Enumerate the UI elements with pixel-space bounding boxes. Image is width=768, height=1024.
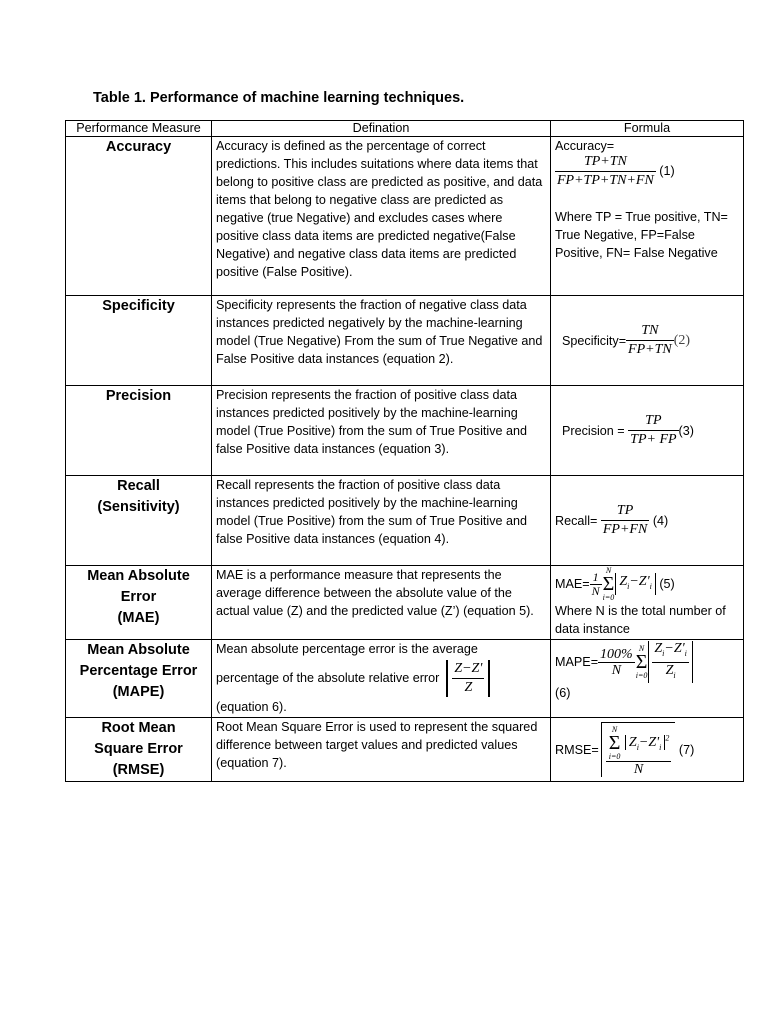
measure-line: Mean Absolute [87,642,190,658]
fraction [652,641,689,684]
measure-precision: Precision [66,386,212,476]
fraction [452,660,484,697]
fraction [606,725,672,777]
term: −Z' [629,573,650,589]
table-row [66,386,744,476]
formula-label: RMSE= [555,742,599,757]
measure-line: (MAE) [117,610,160,626]
equation-number: (6) [555,686,571,700]
term: Z [619,573,628,589]
definition-line: percentage of the absolute relative error [216,671,440,685]
definition-precision: Precision represents the fraction of positive class data instances predicted positively by the machine-learning model (True Positive) from the sum of True Positive and false Positive data instances (equation 3). [212,386,551,476]
formula-note: Where N is the total number of data instance [555,604,726,636]
table-row [66,476,744,566]
formula-recall [551,476,744,566]
formula-label: MAE= [555,577,590,591]
definition-specificity: Specificity represents the fraction of negative class data instances predicted negatively by the machine-learning model (True Negative) From the sum of True Negative and False Positive data instances (equation 2). [212,296,551,386]
formula-rmse [551,718,744,782]
numerator: TP [645,413,662,428]
header-row [66,121,744,137]
performance-table [65,120,744,782]
definition-line: Mean absolute percentage error is the average [216,642,478,656]
denominator: FP+TN [628,342,672,357]
subscript: i [659,743,662,753]
summation [609,725,621,761]
measure-line: (MAPE) [112,684,165,700]
table-row [66,566,744,640]
square-root [601,722,676,777]
equation-number: (5) [659,577,675,591]
header-measure: Performance Measure [66,121,212,137]
header-formula: Formula [551,121,744,137]
definition-mape [212,640,551,718]
measure-line: Percentage Error [79,663,198,679]
formula-accuracy [551,137,744,296]
numerator: 1 [592,569,599,584]
exponent: 2 [665,733,670,743]
measure-mape [66,640,212,718]
definition-mae: MAE is a performance measure that represents the average difference between the absolute value of the actual value (Z) and the predicted value (Z’) (equation 5). [212,566,551,640]
fraction [590,571,602,598]
table-row [66,718,744,782]
fraction [598,647,635,678]
formula-mape [551,640,744,718]
table-row [66,296,744,386]
numerator: Z−Z' [454,660,483,676]
formula-label: Specificity= [562,333,627,348]
equation-number: (2) [673,332,691,348]
absolute-value [446,660,490,697]
subscript: i [662,648,665,658]
denominator: N [598,662,635,678]
measure-line: (Sensitivity) [97,499,180,515]
denominator: N [606,761,672,777]
numerator: TN [641,323,659,338]
denominator: N [591,583,600,598]
denominator: Z [452,678,484,697]
subscript: i [636,743,639,753]
subscript: i [649,581,652,591]
table-row [66,640,744,718]
sum-lower: i=0 [602,593,615,602]
definition-rmse: Root Mean Square Error is used to represent the squared difference between target values and predicted values (equation 7). [212,718,551,782]
fraction [601,502,649,539]
denominator: TP+ FP [630,432,677,447]
denominator [652,662,689,684]
measure-mae [66,566,212,640]
measure-line: Recall [117,478,160,494]
term: Z [654,640,663,656]
denominator: FP+TP+TN+FN [557,173,654,188]
sum-upper: N [638,644,645,653]
subscript: i [684,648,687,658]
sum-lower: i=0 [635,671,648,680]
formula-note: Where TP = True positive, TN= True Negative, FP=False Positive, FN= False Negative [555,210,728,260]
formula-specificity [551,296,744,386]
measure-line: Root Mean [101,720,176,736]
formula-label: Recall= [555,513,598,528]
term: Z [665,662,674,678]
definition-accuracy: Accuracy is defined as the percentage of correct predictions. This includes suitations where data items that belong to positive class are predicted as positive, and data items that belong to negative class are predicted as negative (true Negative) and excludes cases where positive class data items are predicted negative(False Negative) and negative class data items are predicted positive (False Positive). [212,137,551,296]
header-definition: Defination [212,121,551,137]
definition-line: (equation 6). [216,700,287,714]
formula-mae [551,566,744,640]
absolute-value [615,573,656,596]
formula-label: Accuracy= [555,139,615,153]
summation [636,644,648,680]
numerator [652,641,689,662]
formula-label: Precision = [562,423,625,438]
denominator: FP+FN [602,522,648,537]
sigma-symbol: Σ [608,732,621,754]
term: Z [628,735,637,751]
measure-accuracy: Accuracy [66,137,212,296]
numerator: TP [616,503,634,518]
formula-label: MAPE= [555,655,599,669]
measure-line: (RMSE) [112,762,165,778]
measure-line: Mean Absolute [87,568,190,584]
equation-number: (1) [659,163,675,178]
definition-recall: Recall represents the fraction of positive class data instances predicted positively by the machine-learning model (True Positive) from the sum of True Positive and false Positive data instances (equation 4). [212,476,551,566]
measure-line: Square Error [94,741,183,757]
sum-upper: N [605,566,612,575]
measure-recall [66,476,212,566]
subscript: i [673,670,676,680]
term: −Z' [664,640,685,656]
numerator [606,725,672,761]
fraction [555,153,656,190]
equation-number: (7) [678,742,695,757]
table-caption: Table 1. Performance of machine learning techniques. [93,90,465,106]
sum-upper: N [611,725,618,734]
sum-lower: i=0 [608,752,621,761]
absolute-value [625,735,666,753]
measure-line: Error [120,589,157,605]
summation [603,566,615,602]
absolute-value [648,641,693,684]
equation-number: (4) [652,513,669,528]
numerator: TP+TN [583,154,627,169]
term: −Z' [638,735,660,751]
sigma-symbol: Σ [635,651,648,673]
numerator: 100% [600,646,633,662]
fraction [626,322,674,359]
sigma-symbol: Σ [602,573,615,595]
formula-precision [551,386,744,476]
equation-number: (3) [678,423,694,438]
fraction [628,412,678,449]
table-row [66,137,744,296]
measure-rmse [66,718,212,782]
measure-specificity: Specificity [66,296,212,386]
subscript: i [627,581,630,591]
